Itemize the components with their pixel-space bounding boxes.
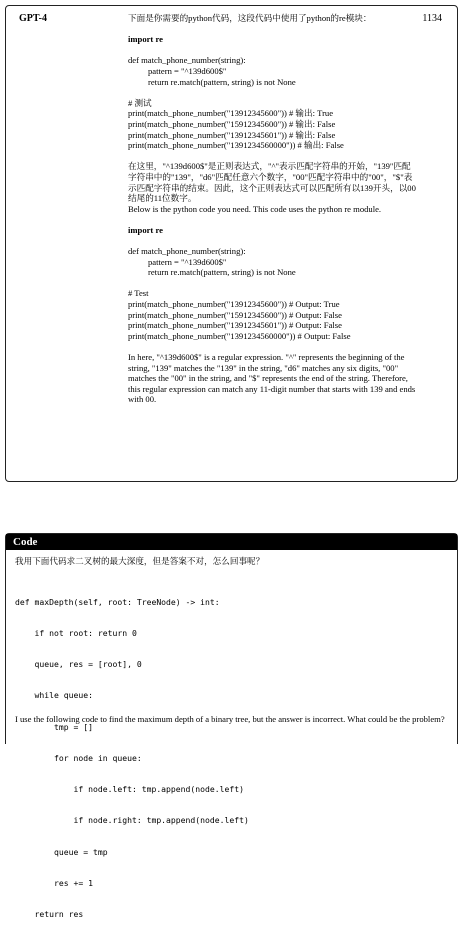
zh-pattern-line: pattern = "^139d600$" — [148, 65, 227, 76]
en-return-line: return re.match(pattern, string) is not None — [148, 267, 296, 278]
zh-print-line: print(match_phone_number("13912345601")) # 输出: False — [128, 129, 336, 140]
question-en: I use the following code to find the maximum depth of a binary tree, but the answer is incorrect. What could be the problem? — [15, 714, 445, 724]
en-print-line: print(match_phone_number("13912345600")) # Output: True — [128, 299, 340, 310]
zh-return-line: return re.match(pattern, string) is not None — [148, 76, 296, 87]
code-task-card — [5, 533, 458, 919]
en-intro: Below is the python code you need. This code uses the python re module. — [128, 203, 382, 214]
zh-explanation: 在这里，"^139d600$"是正则表达式，"^"表示匹配字符串的开始，"139"匹配字符串中的"139"，"d6"匹配任意六个数字，"00"匹配字符串中的"00"，"$"表示匹配字符串的结束。因此，这个正则表达式可以匹配所有以139开头，以00结尾的11位数字。 — [128, 161, 416, 204]
en-print-line: print(match_phone_number("13912345601")) # Output: False — [128, 320, 342, 331]
zh-import-line: import re — [128, 34, 163, 45]
code-line: if node.left: tmp.append(node.left) — [15, 784, 245, 795]
en-import-line: import re — [128, 224, 163, 235]
zh-def-line: def match_phone_number(string): — [128, 55, 246, 66]
code-line: return res — [15, 909, 84, 919]
card-header: Code — [6, 534, 457, 550]
model-label: GPT-4 — [19, 13, 47, 24]
en-explanation: In here, "^139d600$" is a regular expression. "^" represents the beginning of the string, "139" matches the "139" in the string, "d6" matches any six digits, "00" matches the "00" in the string, and "$" represents the end of the string. Therefore, this regular expression can match any 11-digit number that starts with 139 and ends with 00. — [128, 352, 416, 405]
code-line: if not root: return 0 — [15, 628, 137, 639]
zh-test-comment: # 测试 — [128, 97, 152, 108]
code-line: res += 1 — [15, 877, 93, 888]
example-number: 1134 — [422, 13, 442, 24]
en-print-line: print(match_phone_number("1391234560000")) # Output: False — [128, 330, 351, 341]
zh-print-line: print(match_phone_number("1391234560000")) # 输出: False — [128, 140, 344, 151]
code-line: def maxDepth(self, root: TreeNode) -> int: — [15, 596, 220, 607]
code-line: tmp = [] — [15, 721, 93, 732]
en-print-line: print(match_phone_number("15912345600")) # Output: False — [128, 309, 342, 320]
zh-print-line: print(match_phone_number("15912345600")) # 输出: False — [128, 118, 336, 129]
zh-intro: 下面是你需要的python代码，这段代码中使用了python的re模块： — [128, 13, 372, 23]
code-line: queue, res = [root], 0 — [15, 659, 142, 670]
code-block — [15, 576, 249, 940]
question-zh: 我用下面代码求二叉树的最大深度，但是答案不对，怎么回事呢？ — [15, 556, 265, 566]
code-line: for node in queue: — [15, 752, 142, 763]
response-body — [128, 13, 418, 405]
gpt4-response-card — [5, 5, 458, 482]
en-def-line: def match_phone_number(string): — [128, 246, 246, 257]
en-pattern-line: pattern = "^139d600$" — [148, 256, 227, 267]
code-line: while queue: — [15, 690, 93, 701]
code-line: if node.right: tmp.append(node.left) — [15, 815, 249, 826]
code-line: queue = tmp — [15, 846, 108, 857]
zh-print-line: print(match_phone_number("13912345600")) # 输出: True — [128, 108, 334, 119]
en-test-comment: # Test — [128, 288, 149, 299]
